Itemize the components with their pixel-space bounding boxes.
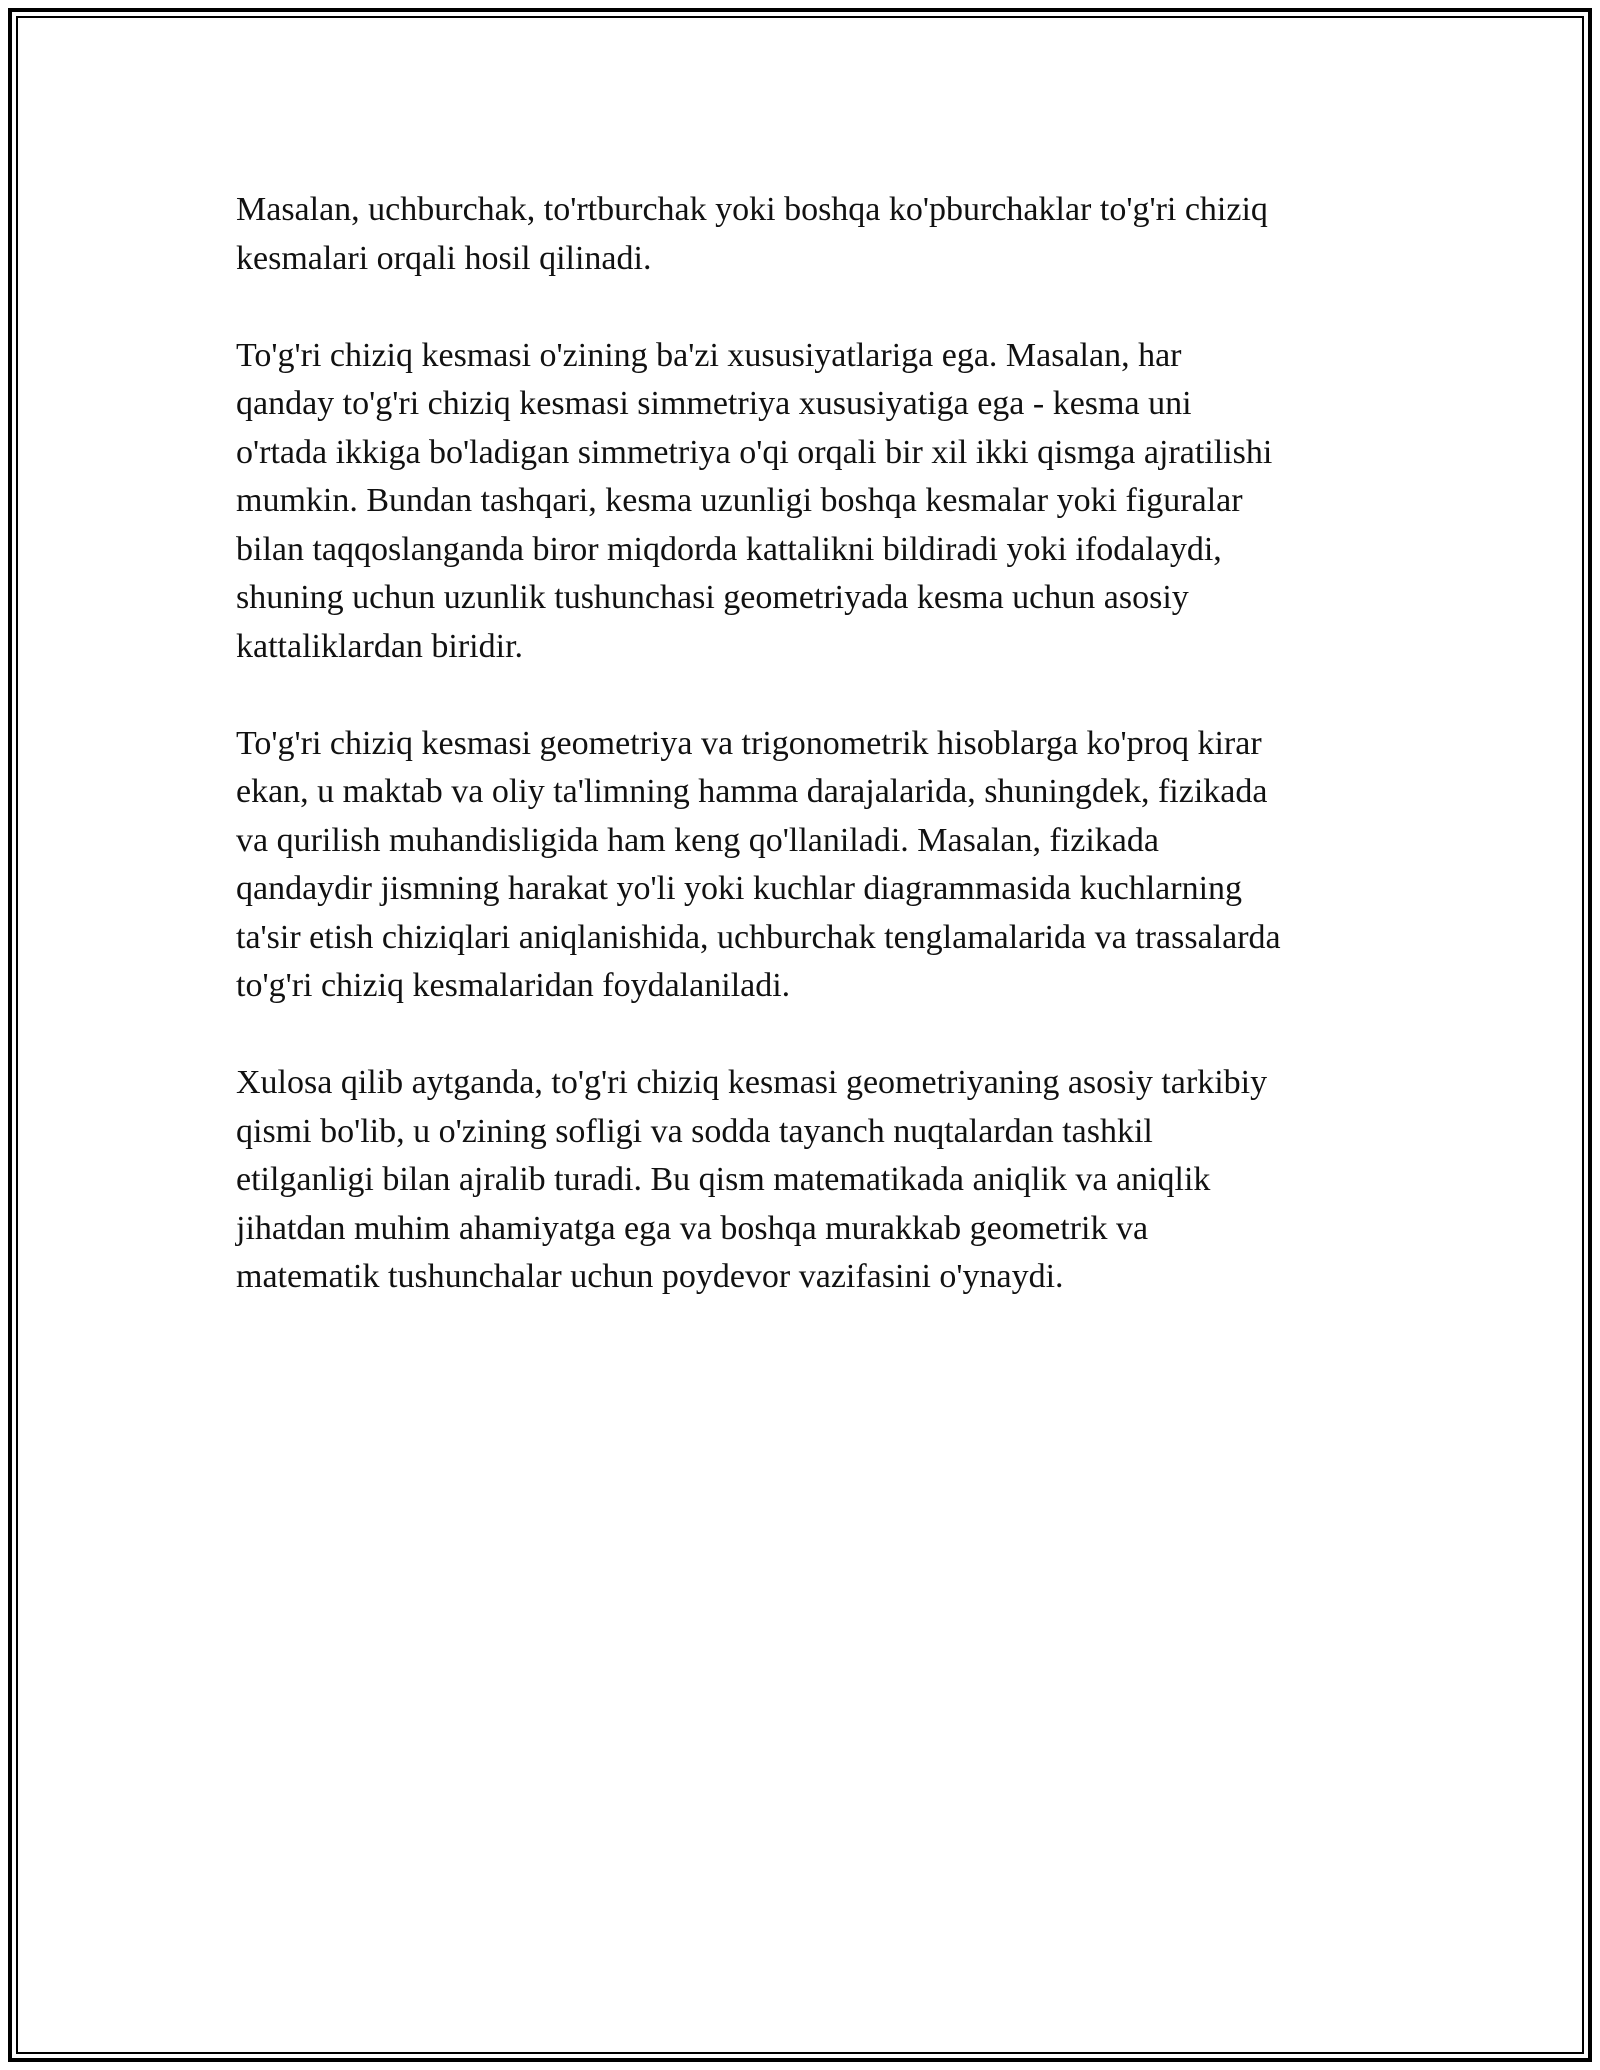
paragraph-2 <box>236 332 1376 672</box>
text-line: matematik tushunchalar uchun poydevor vazifasini o'ynaydi. <box>236 1258 1064 1295</box>
text-line: ekan, u maktab va oliy ta'limning hamma darajalarida, shuningdek, fizikada <box>236 773 1268 810</box>
text-line: qanday to'g'ri chiziq kesmasi simmetriya xususiyatiga ega - kesma uni <box>236 385 1192 422</box>
text-line: bilan taqqoslanganda biror miqdorda kattalikni bildiradi yoki ifodalaydi, <box>236 530 1222 568</box>
text-line: kesmalari orqali hosil qilinadi. <box>236 239 652 277</box>
text-line: va qurilish muhandisligida ham keng qo'llaniladi. Masalan, fizikada <box>236 821 1159 859</box>
text-line: qismi bo'lib, u o'zining sofligi va sodda tayanch nuqtalardan tashkil <box>236 1112 1153 1150</box>
paragraph-1 <box>236 186 1376 283</box>
paragraph-4 <box>236 1059 1376 1302</box>
text-line: to'g'ri chiziq kesmalaridan foydalaniladi. <box>236 967 791 1004</box>
text-line: shuning uchun uzunlik tushunchasi geometriyada kesma uchun asosiy <box>236 579 1189 616</box>
text-line: To'g'ri chiziq kesmasi geometriya va trigonometrik hisoblarga ko'proq kirar <box>236 724 1262 762</box>
text-line: etilganligi bilan ajralib turadi. Bu qism matematikada aniqlik va aniqlik <box>236 1161 1211 1198</box>
text-line: kattaliklardan biridir. <box>236 627 524 665</box>
text-line: Masalan, uchburchak, to'rtburchak yoki boshqa ko'pburchaklar to'g'ri chiziq <box>236 191 1268 228</box>
text-line: To'g'ri chiziq kesmasi o'zining ba'zi xususiyatlariga ega. Masalan, har <box>236 336 1182 374</box>
text-line: mumkin. Bundan tashqari, kesma uzunligi boshqa kesmalar yoki figuralar <box>236 482 1243 519</box>
document-body <box>236 186 1376 1302</box>
text-line: jihatdan muhim ahamiyatga ega va boshqa murakkab geometrik va <box>236 1209 1149 1247</box>
paragraph-3 <box>236 720 1376 1011</box>
text-line: o'rtada ikkiga bo'ladigan simmetriya o'qi orqali bir xil ikki qismga ajratilishi <box>236 433 1273 471</box>
text-line: ta'sir etish chiziqlari aniqlanishida, uchburchak tenglamalarida va trassalarda <box>236 918 1281 956</box>
text-line: Xulosa qilib aytganda, to'g'ri chiziq kesmasi geometriyaning asosiy tarkibiy <box>236 1064 1268 1101</box>
text-line: qandaydir jismning harakat yo'li yoki kuchlar diagrammasida kuchlarning <box>236 870 1243 907</box>
